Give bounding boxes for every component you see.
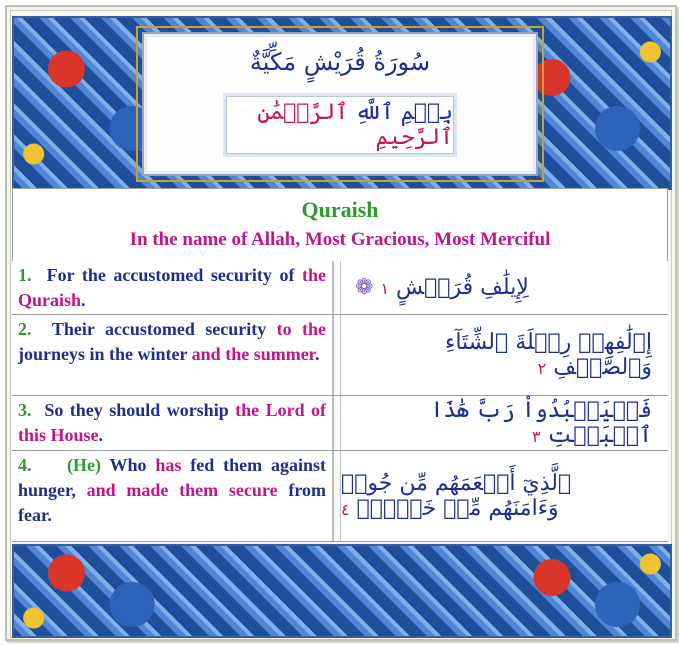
- title-cartouche: [142, 32, 538, 176]
- ayah-marker: ٣: [532, 427, 541, 446]
- ornamental-footer: [12, 544, 672, 638]
- surah-title: Quraish: [301, 197, 379, 222]
- verse-number: 4.: [18, 455, 32, 475]
- verse-text: .: [98, 425, 104, 445]
- bismillah-part-b: ٱلرَّحۡمَٰنِ ٱلرَّحِيمِ: [257, 100, 453, 150]
- verse-text: in the winter: [89, 344, 188, 364]
- rosette-icon: ❁: [355, 275, 374, 300]
- verse-row: [12, 396, 668, 451]
- verse-translation: [12, 261, 334, 314]
- verse-text: Their accustomed security: [51, 319, 267, 339]
- verses-table: [12, 261, 668, 542]
- bismillah-translation: In the name of Allah, Most Gracious, Most Merciful: [129, 229, 551, 250]
- bismillah-arabic: [227, 100, 453, 150]
- verse-arabic: [340, 261, 668, 314]
- verse-text: fed them against hunger,: [18, 455, 327, 500]
- bismillah-part-a: بِسۡمِ ٱللَّهِ: [355, 100, 453, 125]
- verse-text: For the accustomed security of: [46, 265, 295, 285]
- verse-text-highlight: to the: [276, 319, 326, 339]
- verse-arabic-line: [341, 275, 529, 300]
- verse-text: from fear.: [18, 480, 326, 525]
- verse-row: [12, 315, 668, 396]
- verse-text: So they should worship: [44, 400, 229, 420]
- ayah-marker: ١: [380, 279, 390, 298]
- ayah-marker: ٤: [341, 500, 350, 519]
- verse-arabic-line: ٱلَّذِيٓ أَطۡعَمَهُم مِّن جُوعٖ: [341, 471, 572, 496]
- verse-text: journeys: [18, 344, 85, 364]
- verse-text-highlight: and the summer: [191, 344, 316, 364]
- verse-text-he: (He): [66, 455, 101, 475]
- verse-number: 3.: [18, 400, 32, 420]
- verse-arabic-line: [341, 398, 652, 448]
- surah-header: [12, 188, 668, 262]
- verse-translation: [12, 451, 334, 541]
- verse-text-highlight: and made them: [86, 480, 219, 500]
- verse-row: [12, 261, 668, 315]
- verse-text-highlight: the Quraish: [18, 265, 327, 310]
- verse-row: [12, 451, 668, 542]
- verse-text: .: [315, 344, 320, 364]
- ayah-marker: ٢: [537, 359, 547, 378]
- verse-arabic: [340, 396, 668, 450]
- ornamental-header: [12, 16, 672, 190]
- verse-translation: [12, 315, 334, 395]
- verse-text: .: [81, 290, 86, 310]
- verse-number: 1.: [18, 265, 32, 285]
- verse-arabic-text: إِۦلَٰفِهِمۡ رِحۡلَةَ ٱلشِّتَآءِ وَٱلصَّيۡفِ: [444, 330, 652, 380]
- verse-arabic: [340, 315, 668, 395]
- verse-text-highlight: secure: [228, 480, 278, 500]
- verse-number: 2.: [18, 319, 32, 339]
- verse-arabic-line: [341, 496, 559, 521]
- verse-text: Who: [109, 455, 147, 475]
- verse-arabic: [340, 451, 668, 541]
- verse-arabic-text: فَلۡيَعۡبُدُواْ رَبَّ هَٰذَا ٱلۡبَيۡتِ: [430, 398, 652, 448]
- verse-text-highlight: has: [155, 455, 182, 475]
- bismillah-box: [226, 96, 454, 154]
- verse-arabic-text: لِإِيلَٰفِ قُرَيۡشٍ: [396, 275, 529, 300]
- verse-text-highlight: the Lord of this House: [18, 400, 327, 445]
- verse-arabic-text: وَءَامَنَهُم مِّنۡ خَوۡفِۭ: [356, 496, 559, 521]
- surah-name-arabic: سُورَةُ قُرَيْشٍ مَكِّيَّةٌ: [249, 48, 431, 76]
- verse-translation: [12, 396, 334, 450]
- verse-arabic-line: [341, 330, 652, 380]
